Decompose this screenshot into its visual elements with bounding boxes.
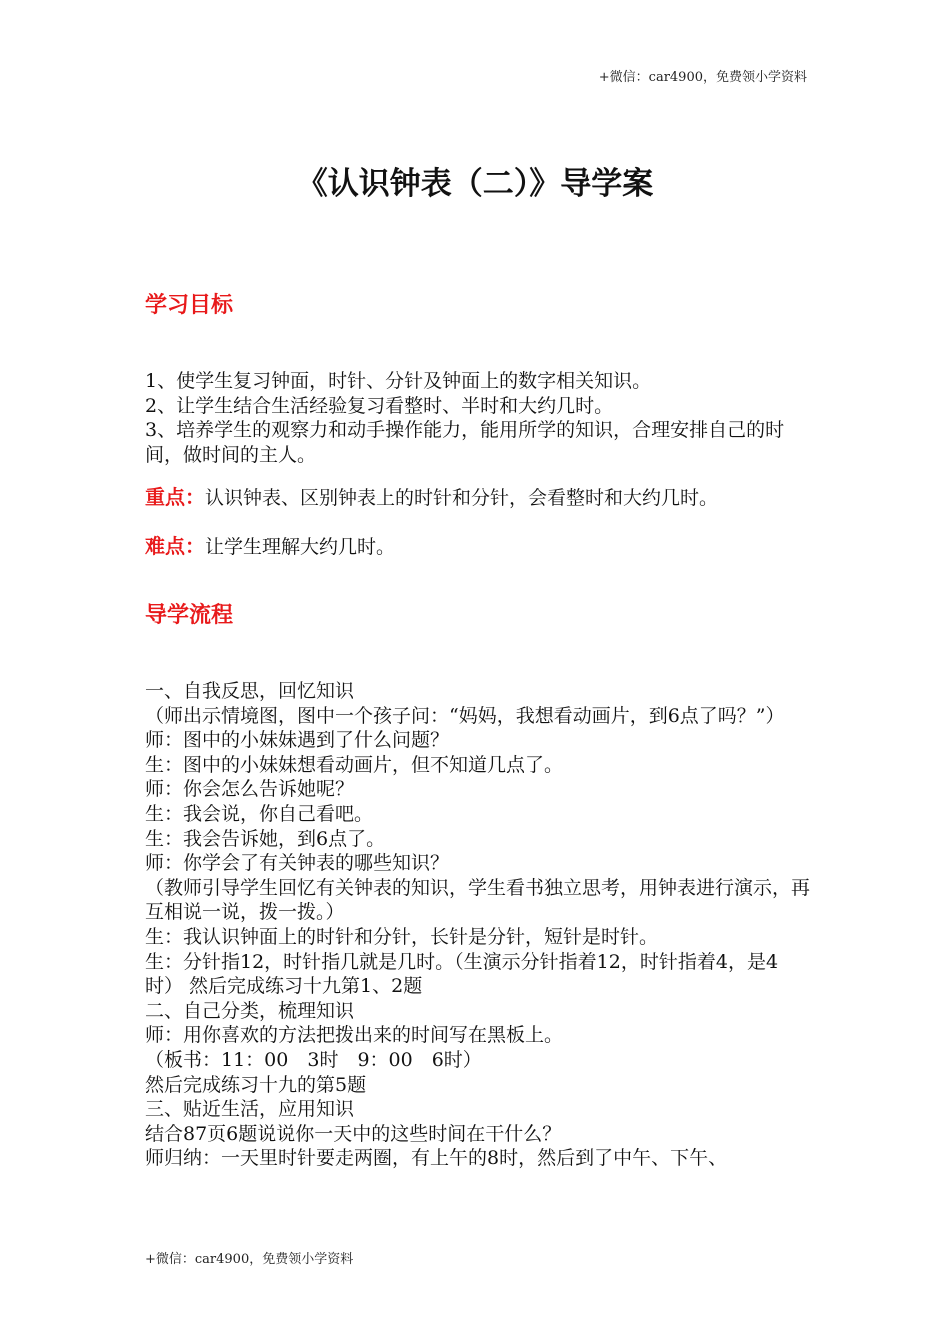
flow-content bbox=[145, 679, 810, 1171]
flow-line: （板书：11：00 3时 9：00 6时） bbox=[145, 1048, 482, 1071]
document-title: 《认识钟表（二）》导学案 bbox=[296, 166, 654, 202]
difficulty-text: 让学生理解大约几时。 bbox=[205, 536, 396, 558]
key-point-label: 重点： bbox=[145, 485, 205, 509]
flow-line: 生：分针指12，时针指几就是几时。（生演示分针指着12，时针指着4，是4时） 然后完成练习十九第1、2题 bbox=[145, 950, 779, 998]
difficulty-point bbox=[145, 530, 825, 559]
flow-line: 二、自己分类，梳理知识 bbox=[145, 999, 355, 1022]
flow-line: （教师引导学生回忆有关钟表的知识，学生看书独立思考，用钟表进行演示，再互相说一说，拨一拨。） bbox=[145, 876, 811, 924]
goal-item: 1、使学生复习钟面，时针、分针及钟面上的数字相关知识。 bbox=[145, 370, 652, 392]
flow-line: 结合87页6题说说你一天中的这些时间在干什么？ bbox=[145, 1122, 562, 1145]
flow-line: 生：我会告诉她，到6点了。 bbox=[145, 827, 386, 850]
difficulty-label: 难点： bbox=[145, 534, 205, 558]
section-heading-goals: 学习目标 bbox=[145, 293, 234, 318]
flow-line: 师：用你喜欢的方法把拨出来的时间写在黑板上。 bbox=[145, 1024, 564, 1047]
goal-item: 2、让学生结合生活经验复习看整时、半时和大约几时。 bbox=[145, 394, 614, 417]
flow-line: 然后完成练习十九的第5题 bbox=[145, 1073, 367, 1096]
flow-line: 生：我认识钟面上的时针和分针，长针是分针，短针是时针。 bbox=[145, 925, 659, 948]
flow-line: 生：我会说，你自己看吧。 bbox=[145, 802, 374, 825]
key-point bbox=[145, 481, 825, 510]
goal-item: 3、培养学生的观察力和动手操作能力，能用所学的知识，合理安排自己的时间，做时间的主人。 bbox=[145, 419, 785, 466]
flow-line: 一、自我反思，回忆知识 bbox=[145, 680, 355, 702]
goals-list bbox=[145, 369, 810, 467]
flow-line: 师：图中的小妹妹遇到了什么问题？ bbox=[145, 729, 450, 752]
section-heading-flow: 导学流程 bbox=[145, 603, 234, 628]
flow-line: 生：图中的小妹妹想看动画片，但不知道几点了。 bbox=[145, 753, 564, 776]
header-note: +微信：car4900，免费领小学资料 bbox=[598, 70, 807, 85]
key-point-text: 认识钟表、区别钟表上的时针和分针，会看整时和大约几时。 bbox=[205, 487, 719, 509]
flow-line: 三、贴近生活，应用知识 bbox=[145, 1098, 355, 1121]
flow-line: （师出示情境图，图中一个孩子问：“妈妈，我想看动画片，到6点了吗？”） bbox=[145, 704, 785, 727]
flow-line: 师：你学会了有关钟表的哪些知识？ bbox=[145, 852, 450, 875]
flow-line: 师：你会怎么告诉她呢？ bbox=[145, 778, 355, 801]
flow-line: 师归纳：一天里时针要走两圈，有上午的8时，然后到了中午、下午、 bbox=[145, 1147, 728, 1170]
footer-note: +微信：car4900，免费领小学资料 bbox=[145, 1252, 354, 1267]
